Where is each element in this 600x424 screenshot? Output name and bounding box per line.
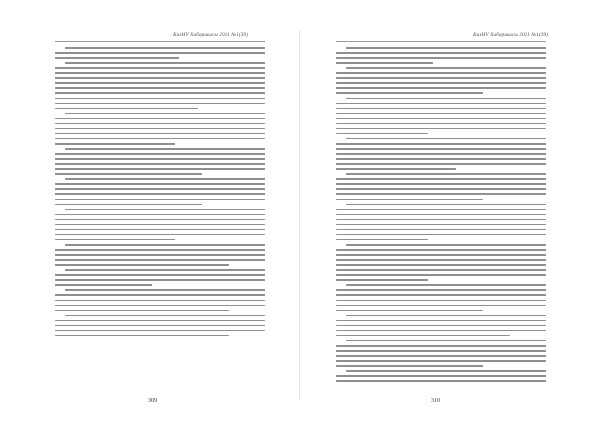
text-line-placeholder [65, 269, 265, 271]
right-header-rule [336, 41, 546, 42]
text-line-placeholder [55, 229, 265, 231]
text-line-placeholder [346, 138, 546, 140]
text-line-placeholder [336, 375, 546, 377]
text-line-placeholder [336, 229, 546, 231]
text-line-placeholder [336, 360, 546, 362]
left-body-text [55, 45, 265, 385]
right-body-text [336, 45, 546, 385]
right-running-head: КазНУ Хабаршысы 2011 №1(39) [473, 33, 548, 38]
text-line-placeholder [55, 325, 265, 327]
text-line-placeholder [336, 168, 456, 170]
text-line-placeholder [65, 113, 265, 115]
text-line-placeholder [346, 98, 546, 100]
text-line-placeholder [336, 249, 546, 251]
text-line-placeholder [336, 143, 546, 145]
text-line-placeholder [336, 62, 433, 64]
text-line-placeholder [55, 224, 265, 226]
text-line-placeholder [336, 300, 546, 302]
text-line-placeholder [65, 148, 265, 150]
text-line-placeholder [336, 77, 546, 79]
text-line-placeholder [336, 57, 546, 59]
text-line-placeholder [336, 239, 428, 241]
text-line-placeholder [336, 355, 546, 357]
text-line-placeholder [55, 234, 265, 236]
text-line-placeholder [55, 173, 202, 175]
text-line-placeholder [65, 47, 265, 49]
text-line-placeholder [55, 239, 175, 241]
text-line-placeholder [55, 98, 265, 100]
text-line-placeholder [336, 178, 546, 180]
text-line-placeholder [346, 173, 546, 175]
left-header-rule [55, 41, 265, 42]
text-line-placeholder [55, 158, 265, 160]
text-line-placeholder [336, 365, 483, 367]
text-line-placeholder [65, 62, 265, 64]
text-line-placeholder [55, 143, 175, 145]
text-line-placeholder [336, 128, 546, 130]
text-line-placeholder [336, 330, 546, 332]
text-line-placeholder [336, 269, 546, 271]
text-line-placeholder [336, 158, 546, 160]
text-line-placeholder [336, 108, 546, 110]
text-line-placeholder [55, 82, 265, 84]
text-line-placeholder [55, 92, 265, 94]
left-page-number: 309 [148, 398, 157, 404]
text-line-placeholder [336, 82, 546, 84]
text-line-placeholder [55, 300, 265, 302]
text-line-placeholder [346, 204, 546, 206]
text-line-placeholder [336, 123, 546, 125]
text-line-placeholder [55, 310, 229, 312]
text-line-placeholder [55, 284, 152, 286]
text-line-placeholder [55, 219, 265, 221]
text-line-placeholder [65, 178, 265, 180]
text-line-placeholder [55, 133, 265, 135]
right-page-number: 310 [431, 398, 440, 404]
text-line-placeholder [336, 335, 510, 337]
text-line-placeholder [55, 128, 265, 130]
text-line-placeholder [336, 188, 546, 190]
text-line-placeholder [55, 103, 265, 105]
right-page [300, 0, 600, 424]
text-line-placeholder [336, 320, 546, 322]
text-line-placeholder [55, 188, 265, 190]
text-line-placeholder [336, 219, 546, 221]
text-line-placeholder [336, 209, 546, 211]
text-line-placeholder [336, 199, 483, 201]
text-line-placeholder [55, 199, 265, 201]
text-line-placeholder [55, 87, 265, 89]
text-line-placeholder [55, 72, 265, 74]
text-line-placeholder [55, 52, 265, 54]
text-line-placeholder [336, 254, 546, 256]
text-line-placeholder [55, 118, 265, 120]
text-line-placeholder [346, 315, 546, 317]
text-line-placeholder [336, 289, 546, 291]
text-line-placeholder [336, 214, 546, 216]
text-line-placeholder [346, 47, 546, 49]
text-line-placeholder [65, 244, 265, 246]
text-line-placeholder [65, 315, 265, 317]
text-line-placeholder [55, 320, 265, 322]
text-line-placeholder [336, 133, 428, 135]
text-line-placeholder [65, 209, 265, 211]
text-line-placeholder [55, 204, 202, 206]
text-line-placeholder [55, 108, 198, 110]
text-line-placeholder [336, 380, 546, 382]
text-line-placeholder [336, 279, 428, 281]
text-line-placeholder [55, 214, 265, 216]
text-line-placeholder [346, 370, 546, 372]
text-line-placeholder [336, 87, 546, 89]
text-line-placeholder [55, 279, 265, 281]
text-line-placeholder [336, 350, 546, 352]
text-line-placeholder [55, 259, 265, 261]
text-line-placeholder [55, 330, 265, 332]
text-line-placeholder [55, 67, 265, 69]
text-line-placeholder [336, 92, 483, 94]
text-line-placeholder [336, 153, 546, 155]
text-line-placeholder [336, 259, 546, 261]
text-line-placeholder [336, 345, 546, 347]
text-line-placeholder [55, 249, 265, 251]
text-line-placeholder [336, 305, 546, 307]
text-line-placeholder [55, 138, 265, 140]
text-line-placeholder [336, 148, 546, 150]
text-line-placeholder [55, 153, 265, 155]
text-line-placeholder [336, 183, 546, 185]
text-line-placeholder [55, 264, 229, 266]
text-line-placeholder [55, 294, 265, 296]
text-line-placeholder [346, 340, 546, 342]
text-line-placeholder [55, 274, 265, 276]
text-line-placeholder [346, 244, 546, 246]
text-line-placeholder [336, 294, 546, 296]
text-line-placeholder [346, 284, 546, 286]
text-line-placeholder [336, 325, 546, 327]
text-line-placeholder [55, 77, 265, 79]
text-line-placeholder [55, 335, 229, 337]
text-line-placeholder [336, 274, 546, 276]
text-line-placeholder [55, 123, 265, 125]
left-running-head: КазНУ Хабаршысы 2011 №1(39) [173, 33, 248, 38]
text-line-placeholder [55, 254, 265, 256]
text-line-placeholder [55, 193, 265, 195]
text-line-placeholder [336, 193, 546, 195]
text-line-placeholder [55, 183, 265, 185]
text-line-placeholder [55, 163, 265, 165]
text-line-placeholder [336, 310, 483, 312]
text-line-placeholder [346, 67, 546, 69]
text-line-placeholder [336, 224, 546, 226]
text-line-placeholder [336, 234, 546, 236]
text-line-placeholder [336, 118, 546, 120]
text-line-placeholder [65, 289, 265, 291]
text-line-placeholder [336, 103, 546, 105]
text-line-placeholder [55, 305, 265, 307]
text-line-placeholder [336, 113, 546, 115]
text-line-placeholder [55, 57, 179, 59]
text-line-placeholder [336, 52, 546, 54]
text-line-placeholder [336, 264, 546, 266]
text-line-placeholder [336, 72, 546, 74]
text-line-placeholder [336, 163, 546, 165]
text-line-placeholder [55, 168, 265, 170]
